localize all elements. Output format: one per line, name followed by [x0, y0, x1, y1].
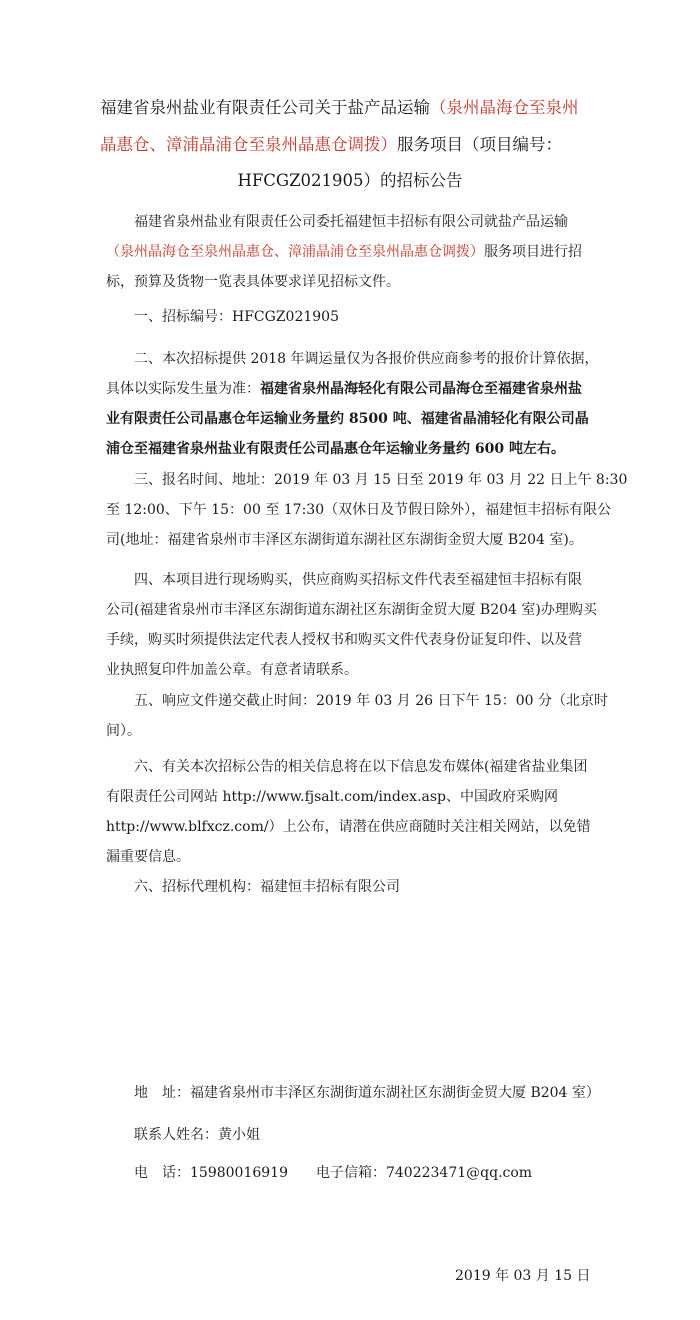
- section-registration: 三、报名时间、地址：2019 年 03 月 15 日至 2019 年 03 月 22 日上午 8:30 至 12:00、下午 15：00 至 17:30（双休日及节假日除外），福建恒丰招标有限公 司(地址：福建省泉州市丰泽区东湖街道东湖社区东湖街金贸大厦 B204 室)。: [106, 472, 628, 548]
- title-route-highlight-cont: 晶惠仓、漳浦晶浦仓至泉州晶惠仓调拨）: [100, 134, 397, 154]
- notice-title: [100, 90, 600, 200]
- title-line-3: HFCGZ021905）的招标公告: [237, 171, 463, 190]
- section-purchase: 四、本项目进行现场购买，供应商购买招标文件代表至福建恒丰招标有限 公司(福建省泉州市丰泽区东湖街道东湖社区东湖街金贸大厦 B204 室)办理购买 手续，购买时须提供法定代表人授权书和购买文件代表身份证复印件、以及营 业执照复印件加盖公章。有意者请联系。: [106, 572, 597, 678]
- section-volume: 二、本次招标提供 2018 年调运量仅为各报价供应商参考的报价计算依据， 具体以实际发生量为准：福建省泉州晶海轻化有限公司晶海仓至福建省泉州盐 业有限责任公司晶惠仓年运输业务量约 8500 吨、福建省晶浦轻化有限公司晶 浦仓至福建省泉州盐业有限责任公司晶惠仓年运输业务量约 600 吨左右。: [106, 351, 599, 457]
- title-line-1: 福建省泉州盐业有限责任公司关于盐产品运输（泉州晶海仓至泉州: [100, 98, 579, 117]
- title-line-2: 晶惠仓、漳浦晶浦仓至泉州晶惠仓调拨）服务项目（项目编号：: [100, 134, 562, 154]
- footer-address: 地 址：福建省泉州市丰泽区东湖街道东湖社区东湖街金贸大厦 B204 室）: [134, 1085, 600, 1101]
- section-deadline: 五、响应文件递交截止时间：2019 年 03 月 26 日下午 15：00 分（北京时 间）。: [106, 693, 609, 739]
- footer-date: 2019 年 03 月 15 日: [455, 1268, 591, 1284]
- section-agency: 六、招标代理机构：福建恒丰招标有限公司: [134, 879, 400, 895]
- section-tender-number: 一、招标编号：HFCGZ021905: [134, 309, 339, 325]
- volume-highlight: 福建省泉州晶海轻化有限公司晶海仓至福建省泉州盐: [260, 381, 582, 397]
- title-route-highlight: （泉州晶海仓至泉州: [430, 98, 579, 117]
- intro-route-highlight: （泉州晶海仓至泉州晶惠仓、漳浦晶浦仓至泉州晶惠仓调拨）: [106, 244, 484, 260]
- footer-phone-email: 电 话：15980016919 电子信箱：740223471@qq.com: [134, 1165, 533, 1181]
- footer-contact: 联系人姓名：黄小姐: [134, 1127, 260, 1143]
- section-media: 六、有关本次招标公告的相关信息将在以下信息发布媒体(福建省盐业集团 有限责任公司网站 http://www.fjsalt.com/index.asp、中国政府采购网 http://www.blfxcz.com/）上公布，请潜在供应商随时关注相关网站，以免错 漏重要信息。: [106, 759, 591, 865]
- intro-paragraph: 福建省泉州盐业有限责任公司委托福建恒丰招标有限公司就盐产品运输 （泉州晶海仓至泉州晶惠仓、漳浦晶浦仓至泉州晶惠仓调拨）服务项目进行招 标，预算及货物一览表具体要求详见招标文件。: [106, 214, 582, 290]
